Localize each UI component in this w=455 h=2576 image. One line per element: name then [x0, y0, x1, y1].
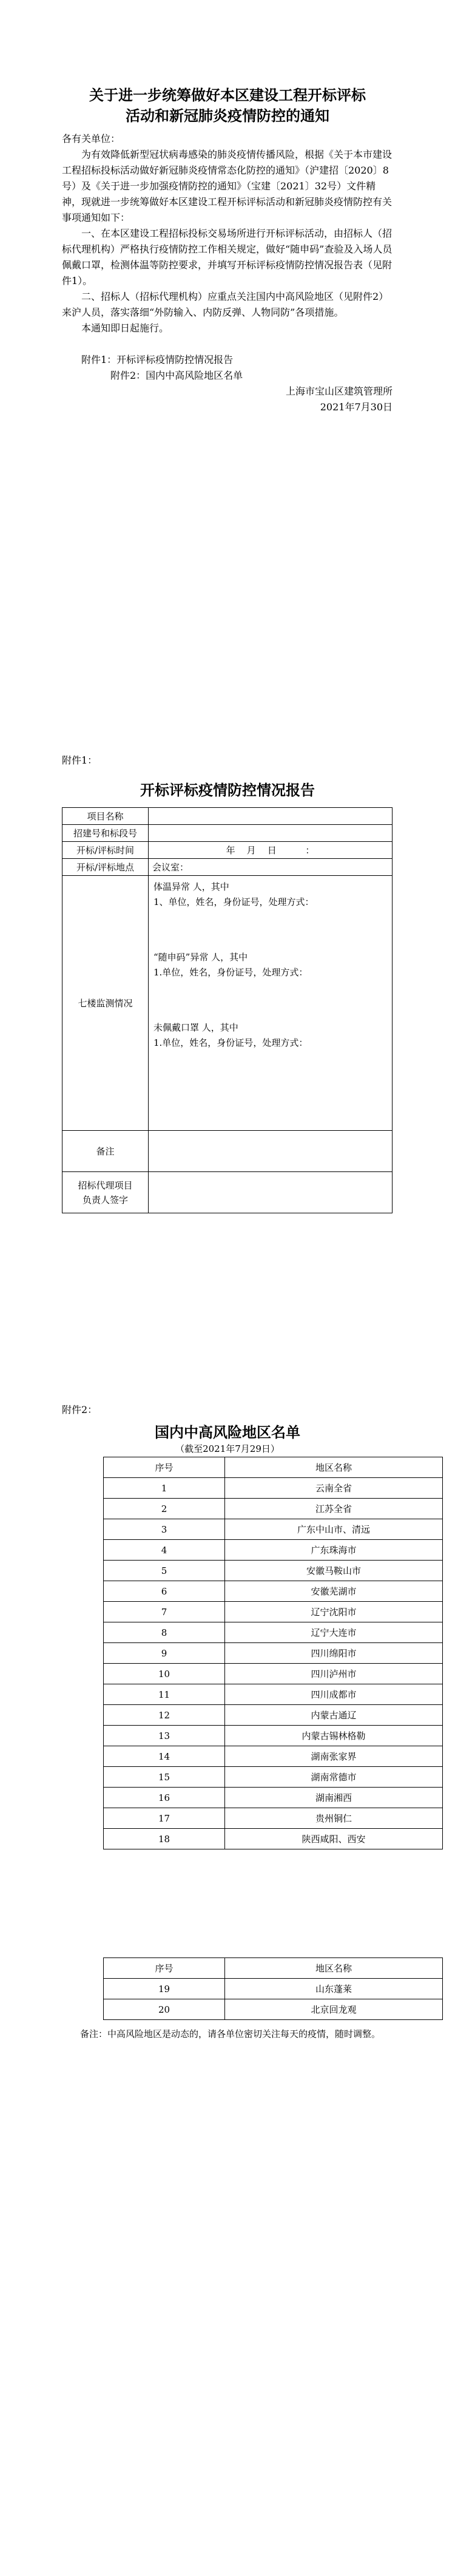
signature-label	[62, 1172, 149, 1213]
risk-row-area: 广东中山市、清远	[225, 1519, 443, 1540]
risk-row-no: 15	[104, 1767, 225, 1788]
risk-row	[104, 1478, 443, 1499]
risk-row-area: 江苏全省	[225, 1499, 443, 1519]
remarks-value[interactable]	[149, 1131, 393, 1172]
risk-row-area: 四川绵阳市	[225, 1643, 443, 1664]
risk-areas-page	[0, 1323, 455, 2576]
risk-row-area: 辽宁大连市	[225, 1622, 443, 1643]
risk-row-area: 云南全省	[225, 1478, 443, 1499]
bid-number-value[interactable]	[149, 825, 393, 842]
risk-row-area: 湖南张家界	[225, 1746, 443, 1767]
risk-row	[104, 1581, 443, 1602]
risk-row	[104, 1979, 443, 1999]
risk-row-area: 湖南常德市	[225, 1767, 443, 1788]
col-name-header: 地区名称	[225, 1457, 443, 1478]
risk-row	[104, 1705, 443, 1726]
paragraph-2: 一、在本区建设工程招标投标交易场所进行开标评标活动，由招标人（招标代理机构）严格执行疫情防控工作相关规定，做好“随申码”查验及入场人员佩戴口罩，检测体温等防控要求，并填写开标评标疫情防控情况报告表（见附件1）。	[62, 228, 393, 286]
risk-row	[104, 1664, 443, 1684]
risk-row-area: 北京回龙观	[225, 1999, 443, 2020]
monitor-details[interactable]	[149, 876, 393, 1131]
code-detail: 1.单位，姓名，身份证号，处理方式：	[153, 967, 308, 978]
risk-row	[104, 1540, 443, 1561]
signature-value[interactable]	[149, 1172, 393, 1213]
notice-body	[62, 131, 393, 415]
meeting-room-value[interactable]: 会议室：	[149, 859, 393, 876]
temp-abnormal: 体温异常 人，其中	[153, 881, 229, 892]
risk-row	[104, 1561, 443, 1581]
risk-row-no: 11	[104, 1684, 225, 1705]
risk-row-area: 湖南湘西	[225, 1788, 443, 1808]
risk-row-area: 安徽马鞍山市	[225, 1561, 443, 1581]
risk-row	[104, 1767, 443, 1788]
risk-row-no: 17	[104, 1808, 225, 1829]
col-no-header: 序号	[104, 1457, 225, 1478]
attachment-2-ref: 附件2：国内中高风险地区名单	[110, 370, 243, 381]
code-abnormal: “随申码”异常 人，其中	[153, 952, 248, 963]
row-project-name	[62, 808, 393, 825]
risk-as-of: （截至2021年7月29日）	[175, 1443, 280, 1454]
risk-row-no: 18	[104, 1829, 225, 1849]
risk-note: 备注：中高风险地区是动态的，请各单位密切关注每天的疫情，随时调整。	[80, 2029, 381, 2039]
remarks-label: 备注	[62, 1131, 149, 1172]
risk-row	[104, 1643, 443, 1664]
risk-row-area: 贵州铜仁	[225, 1808, 443, 1829]
risk-row-no: 12	[104, 1705, 225, 1726]
report-attachment-label: 附件1：	[62, 754, 98, 766]
report-title: 开标评标疫情防控情况报告	[140, 781, 315, 799]
col-no-header-2: 序号	[104, 1958, 225, 1979]
risk-row-no: 6	[104, 1581, 225, 1602]
report-page	[0, 686, 455, 1323]
paragraph-4: 本通知即日起施行。	[81, 322, 169, 334]
risk-row	[104, 1726, 443, 1746]
row-location	[62, 859, 393, 876]
salutation: 各有关单位：	[62, 133, 121, 144]
report-table	[62, 807, 393, 1213]
row-signature	[62, 1172, 393, 1213]
row-monitor	[62, 876, 393, 1131]
row-bid-number	[62, 825, 393, 842]
risk-row-no: 2	[104, 1499, 225, 1519]
risk-row	[104, 1746, 443, 1767]
risk-row-area: 内蒙古锡林格勒	[225, 1726, 443, 1746]
row-remarks	[62, 1131, 393, 1172]
risk-row-area: 安徽芜湖市	[225, 1581, 443, 1602]
notice-page	[0, 0, 455, 686]
risk-row-no: 16	[104, 1788, 225, 1808]
signature-label-line1: 招标代理项目	[78, 1179, 133, 1191]
risk-row	[104, 1684, 443, 1705]
risk-row-area: 陕西咸阳、西安	[225, 1829, 443, 1849]
issuer: 上海市宝山区建筑管理所	[285, 385, 393, 397]
risk-row-no: 3	[104, 1519, 225, 1540]
risk-row	[104, 1622, 443, 1643]
risk-row-no: 7	[104, 1602, 225, 1622]
col-name-header-2: 地区名称	[225, 1958, 443, 1979]
risk-row-no: 10	[104, 1664, 225, 1684]
signature-label-line2: 负责人签字	[82, 1194, 128, 1205]
location-label: 开标/评标地点	[62, 859, 149, 876]
paragraph-3: 二、招标人（招标代理机构）应重点关注国内中高风险地区（见附件2）来沪人员，落实落细“外防输入、内防反弹、人物同防”各项措施。	[62, 291, 389, 318]
risk-row	[104, 1602, 443, 1622]
temp-detail: 1、单位，姓名，身份证号，处理方式：	[153, 897, 314, 907]
risk-row	[104, 1788, 443, 1808]
risk-table-continued	[103, 1957, 443, 2020]
monitor-label: 七楼监测情况	[62, 876, 149, 1131]
risk-row	[104, 1808, 443, 1829]
risk-row-no: 14	[104, 1746, 225, 1767]
risk-row-area: 广东珠海市	[225, 1540, 443, 1561]
risk-row-area: 辽宁沈阳市	[225, 1602, 443, 1622]
risk-table	[103, 1457, 443, 1849]
risk-row-no: 19	[104, 1979, 225, 1999]
notice-title-line1: 关于进一步统筹做好本区建设工程开标评标	[89, 86, 366, 104]
open-time-value[interactable]: 年 月 日 ：	[149, 842, 393, 859]
risk-row-no: 9	[104, 1643, 225, 1664]
risk-header-row-2	[104, 1958, 443, 1979]
risk-row	[104, 1999, 443, 2020]
risk-row	[104, 1499, 443, 1519]
open-time-label: 开标/评标时间	[62, 842, 149, 859]
mask-missing: 未佩戴口罩 人，其中	[153, 1022, 238, 1033]
risk-row-no: 4	[104, 1540, 225, 1561]
notice-title-line2: 活动和新冠肺炎疫情防控的通知	[126, 107, 329, 124]
risk-header-row	[104, 1457, 443, 1478]
risk-row-no: 20	[104, 1999, 225, 2020]
risk-row	[104, 1519, 443, 1540]
risk-row-no: 1	[104, 1478, 225, 1499]
mask-detail: 1.单位，姓名，身份证号，处理方式：	[153, 1037, 308, 1048]
bid-number-label: 招建号和标段号	[62, 825, 149, 842]
project-name-value[interactable]	[149, 808, 393, 825]
attachment-1-ref: 附件1：开标评标疫情防控情况报告	[81, 354, 234, 365]
row-open-time	[62, 842, 393, 859]
risk-row	[104, 1829, 443, 1849]
risk-row-no: 8	[104, 1622, 225, 1643]
risk-row-no: 5	[104, 1561, 225, 1581]
issue-date: 2021年7月30日	[320, 401, 393, 413]
risk-row-no: 13	[104, 1726, 225, 1746]
risk-attachment-label: 附件2：	[62, 1404, 98, 1415]
risk-title: 国内中高风险地区名单	[155, 1423, 300, 1441]
notice-title	[0, 85, 455, 126]
paragraph-1: 为有效降低新型冠状病毒感染的肺炎疫情传播风险，根据《关于本市建设工程招标投标活动做好新冠肺炎疫情常态化防控的通知》（沪建招〔2020〕8号）及《关于进一步加强疫情防控的通知》（宝建〔2021〕32号）文件精神，现就进一步统筹做好本区建设工程开标评标活动和新冠肺炎疫情防控有关事项通知如下：	[62, 149, 393, 223]
risk-row-area: 山东蓬莱	[225, 1979, 443, 1999]
risk-row-area: 四川泸州市	[225, 1664, 443, 1684]
project-name-label: 项目名称	[62, 808, 149, 825]
risk-row-area: 内蒙古通辽	[225, 1705, 443, 1726]
risk-row-area: 四川成都市	[225, 1684, 443, 1705]
